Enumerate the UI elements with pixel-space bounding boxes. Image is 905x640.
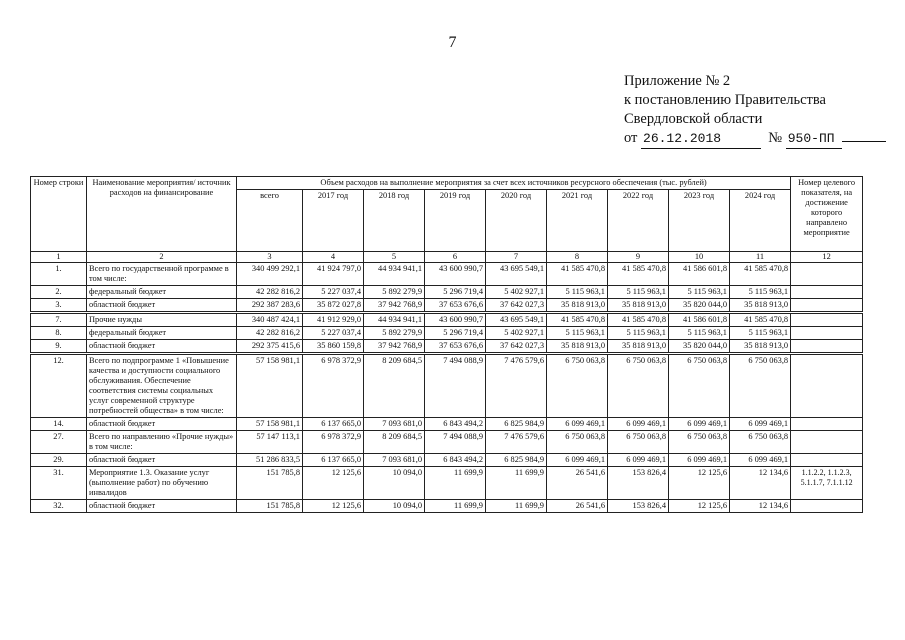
column-index: 4 <box>303 252 364 263</box>
row-value-cell: 6 137 665,0 <box>303 454 364 467</box>
row-value-cell: 6 099 469,1 <box>730 454 791 467</box>
header-target: Номер целевого показателя, на достижение которого направлено мероприятие <box>791 177 863 252</box>
row-value-cell: 5 402 927,1 <box>486 327 547 340</box>
row-value-cell: 12 134,6 <box>730 500 791 513</box>
number-underline <box>842 141 886 142</box>
table-row <box>31 454 863 467</box>
row-value-cell: 7 093 681,0 <box>364 418 425 431</box>
header-2017: 2017 год <box>303 190 364 252</box>
row-value-cell: 35 818 913,0 <box>608 340 669 353</box>
appendix-resolution: к постановлению Правительства <box>624 92 826 108</box>
row-name-cell: Мероприятие 1.3. Оказание услуг (выполнение работ) по обучению инвалидов <box>87 467 237 500</box>
row-value-cell: 43 695 549,1 <box>486 263 547 286</box>
row-value-cell: 41 586 601,8 <box>669 314 730 327</box>
header-2018: 2018 год <box>364 190 425 252</box>
row-value-cell: 6 099 469,1 <box>547 418 608 431</box>
row-value-cell: 44 934 941,1 <box>364 314 425 327</box>
row-target-cell: 1.1.2.2, 1.1.2.3, 5.1.1.7, 7.1.1.12 <box>791 467 863 500</box>
row-target-cell <box>791 340 863 353</box>
row-target-cell <box>791 263 863 286</box>
row-value-cell: 43 695 549,1 <box>486 314 547 327</box>
header-row-number: Номер строки <box>31 177 87 252</box>
row-value-cell: 6 750 063,8 <box>608 431 669 454</box>
row-value-cell: 12 134,6 <box>730 467 791 500</box>
row-value-cell: 57 158 981,1 <box>237 355 303 418</box>
column-index: 11 <box>730 252 791 263</box>
row-value-cell: 35 860 159,8 <box>303 340 364 353</box>
row-value-cell: 5 227 037,4 <box>303 286 364 299</box>
row-number-cell: 8. <box>31 327 87 340</box>
table-row <box>31 299 863 312</box>
row-value-cell: 7 494 088,9 <box>425 355 486 418</box>
row-value-cell: 6 750 063,8 <box>730 431 791 454</box>
row-target-cell <box>791 314 863 327</box>
row-target-cell <box>791 327 863 340</box>
table-row <box>31 355 863 418</box>
row-value-cell: 7 494 088,9 <box>425 431 486 454</box>
appendix-date-line <box>624 129 884 149</box>
row-value-cell: 11 699,9 <box>425 467 486 500</box>
row-value-cell: 41 585 470,8 <box>547 263 608 286</box>
row-value-cell: 26 541,6 <box>547 467 608 500</box>
row-value-cell: 7 476 579,6 <box>486 355 547 418</box>
row-value-cell: 42 282 816,2 <box>237 286 303 299</box>
row-target-cell <box>791 355 863 418</box>
row-value-cell: 5 115 963,1 <box>669 286 730 299</box>
row-target-cell <box>791 286 863 299</box>
row-value-cell: 35 820 044,0 <box>669 340 730 353</box>
row-name-cell: Всего по направлению «Прочие нужды» в том числе: <box>87 431 237 454</box>
column-index: 12 <box>791 252 863 263</box>
column-index: 9 <box>608 252 669 263</box>
row-value-cell: 44 934 941,1 <box>364 263 425 286</box>
row-value-cell: 5 115 963,1 <box>730 286 791 299</box>
date-prefix: от <box>624 130 638 146</box>
row-value-cell: 37 653 676,6 <box>425 340 486 353</box>
row-value-cell: 5 115 963,1 <box>547 286 608 299</box>
table-row <box>31 263 863 286</box>
row-value-cell: 153 826,4 <box>608 500 669 513</box>
row-value-cell: 6 137 665,0 <box>303 418 364 431</box>
row-value-cell: 5 296 719,4 <box>425 286 486 299</box>
row-value-cell: 57 147 113,1 <box>237 431 303 454</box>
row-value-cell: 41 912 929,0 <box>303 314 364 327</box>
row-value-cell: 340 499 292,1 <box>237 263 303 286</box>
row-value-cell: 43 600 990,7 <box>425 314 486 327</box>
column-index: 7 <box>486 252 547 263</box>
header-expenditure-group: Объем расходов на выполнение мероприятия за счет всех источников ресурсного обеспечения (тыс. рублей) <box>237 177 791 190</box>
row-value-cell: 5 227 037,4 <box>303 327 364 340</box>
row-value-cell: 6 750 063,8 <box>730 355 791 418</box>
row-value-cell: 37 653 676,6 <box>425 299 486 312</box>
column-index-row <box>31 252 863 263</box>
row-name-cell: областной бюджет <box>87 340 237 353</box>
header-2019: 2019 год <box>425 190 486 252</box>
row-name-cell: областной бюджет <box>87 454 237 467</box>
row-value-cell: 41 585 470,8 <box>730 314 791 327</box>
resolution-date: 26.12.2018 <box>641 129 761 149</box>
row-value-cell: 6 750 063,8 <box>547 431 608 454</box>
row-target-cell <box>791 418 863 431</box>
row-name-cell: областной бюджет <box>87 500 237 513</box>
row-value-cell: 8 209 684,5 <box>364 355 425 418</box>
row-value-cell: 6 750 063,8 <box>669 431 730 454</box>
row-name-cell: федеральный бюджет <box>87 327 237 340</box>
row-number-cell: 7. <box>31 314 87 327</box>
row-value-cell: 5 296 719,4 <box>425 327 486 340</box>
row-value-cell: 6 843 494,2 <box>425 418 486 431</box>
row-value-cell: 6 825 984,9 <box>486 418 547 431</box>
column-index: 1 <box>31 252 87 263</box>
row-value-cell: 35 818 913,0 <box>608 299 669 312</box>
row-name-cell: областной бюджет <box>87 418 237 431</box>
row-value-cell: 57 158 981,1 <box>237 418 303 431</box>
row-value-cell: 41 585 470,8 <box>547 314 608 327</box>
column-index: 2 <box>87 252 237 263</box>
row-value-cell: 41 585 470,8 <box>608 263 669 286</box>
row-value-cell: 153 826,4 <box>608 467 669 500</box>
row-target-cell <box>791 500 863 513</box>
row-value-cell: 41 585 470,8 <box>608 314 669 327</box>
row-number-cell: 9. <box>31 340 87 353</box>
row-value-cell: 151 785,8 <box>237 467 303 500</box>
row-value-cell: 35 818 913,0 <box>730 299 791 312</box>
row-value-cell: 151 785,8 <box>237 500 303 513</box>
row-target-cell <box>791 454 863 467</box>
row-name-cell: федеральный бюджет <box>87 286 237 299</box>
row-value-cell: 5 115 963,1 <box>730 327 791 340</box>
page-number: 7 <box>448 34 457 51</box>
row-value-cell: 41 924 797,0 <box>303 263 364 286</box>
row-value-cell: 6 750 063,8 <box>669 355 730 418</box>
header-2022: 2022 год <box>608 190 669 252</box>
row-value-cell: 6 099 469,1 <box>730 418 791 431</box>
row-value-cell: 37 942 768,9 <box>364 340 425 353</box>
row-value-cell: 8 209 684,5 <box>364 431 425 454</box>
row-value-cell: 35 818 913,0 <box>547 340 608 353</box>
header-2024: 2024 год <box>730 190 791 252</box>
table-row <box>31 327 863 340</box>
row-value-cell: 7 476 579,6 <box>486 431 547 454</box>
row-value-cell: 6 099 469,1 <box>608 418 669 431</box>
row-value-cell: 5 115 963,1 <box>608 327 669 340</box>
appendix-header <box>624 72 884 149</box>
header-2020: 2020 год <box>486 190 547 252</box>
row-name-cell: Прочие нужды <box>87 314 237 327</box>
row-value-cell: 41 586 601,8 <box>669 263 730 286</box>
row-value-cell: 43 600 990,7 <box>425 263 486 286</box>
header-name: Наименование мероприятия/ источник расходов на финансирование <box>87 177 237 252</box>
row-value-cell: 5 402 927,1 <box>486 286 547 299</box>
row-value-cell: 6 099 469,1 <box>547 454 608 467</box>
row-target-cell <box>791 431 863 454</box>
row-number-cell: 12. <box>31 355 87 418</box>
table-row <box>31 418 863 431</box>
row-value-cell: 6 978 372,9 <box>303 355 364 418</box>
row-value-cell: 292 387 283,6 <box>237 299 303 312</box>
row-value-cell: 42 282 816,2 <box>237 327 303 340</box>
row-value-cell: 6 978 372,9 <box>303 431 364 454</box>
appendix-region: Свердловской области <box>624 111 763 127</box>
row-value-cell: 292 375 415,6 <box>237 340 303 353</box>
header-row-top <box>31 177 863 190</box>
resolution-number: 950-ПП <box>786 129 842 149</box>
row-value-cell: 5 115 963,1 <box>608 286 669 299</box>
row-value-cell: 11 699,9 <box>486 467 547 500</box>
row-value-cell: 7 093 681,0 <box>364 454 425 467</box>
row-value-cell: 35 818 913,0 <box>547 299 608 312</box>
row-value-cell: 35 818 913,0 <box>730 340 791 353</box>
row-value-cell: 37 642 027,3 <box>486 299 547 312</box>
row-number-cell: 2. <box>31 286 87 299</box>
row-value-cell: 10 094,0 <box>364 500 425 513</box>
row-number-cell: 31. <box>31 467 87 500</box>
row-value-cell: 340 487 424,1 <box>237 314 303 327</box>
row-value-cell: 6 825 984,9 <box>486 454 547 467</box>
row-value-cell: 6 099 469,1 <box>669 454 730 467</box>
row-value-cell: 37 942 768,9 <box>364 299 425 312</box>
row-target-cell <box>791 299 863 312</box>
header-total: всего <box>237 190 303 252</box>
table-row <box>31 340 863 353</box>
column-index: 3 <box>237 252 303 263</box>
row-value-cell: 6 099 469,1 <box>669 418 730 431</box>
row-value-cell: 5 892 279,9 <box>364 286 425 299</box>
table-row <box>31 286 863 299</box>
row-value-cell: 6 750 063,8 <box>547 355 608 418</box>
row-name-cell: Всего по государственной программе в том числе: <box>87 263 237 286</box>
row-number-cell: 27. <box>31 431 87 454</box>
table-row <box>31 314 863 327</box>
row-value-cell: 11 699,9 <box>486 500 547 513</box>
row-value-cell: 6 843 494,2 <box>425 454 486 467</box>
row-number-cell: 14. <box>31 418 87 431</box>
row-number-cell: 29. <box>31 454 87 467</box>
number-prefix: № <box>768 130 783 146</box>
row-value-cell: 12 125,6 <box>669 467 730 500</box>
row-number-cell: 3. <box>31 299 87 312</box>
row-value-cell: 51 286 833,5 <box>237 454 303 467</box>
header-2023: 2023 год <box>669 190 730 252</box>
row-value-cell: 35 872 027,8 <box>303 299 364 312</box>
row-value-cell: 26 541,6 <box>547 500 608 513</box>
table-row <box>31 431 863 454</box>
table-row <box>31 467 863 500</box>
row-value-cell: 11 699,9 <box>425 500 486 513</box>
column-index: 5 <box>364 252 425 263</box>
table-row <box>31 500 863 513</box>
column-index: 10 <box>669 252 730 263</box>
row-value-cell: 41 585 470,8 <box>730 263 791 286</box>
row-value-cell: 6 099 469,1 <box>608 454 669 467</box>
row-value-cell: 37 642 027,3 <box>486 340 547 353</box>
row-name-cell: Всего по подпрограмме 1 «Повышение качества и доступности социального обслуживания. Обеспечение соответствия системы социальных услуг современной структуре потребностей общества» в том числе: <box>87 355 237 418</box>
header-2021: 2021 год <box>547 190 608 252</box>
row-value-cell: 5 892 279,9 <box>364 327 425 340</box>
row-name-cell: областной бюджет <box>87 299 237 312</box>
column-index: 8 <box>547 252 608 263</box>
row-value-cell: 5 115 963,1 <box>547 327 608 340</box>
column-index: 6 <box>425 252 486 263</box>
appendix-title: Приложение № 2 <box>624 73 731 89</box>
row-value-cell: 12 125,6 <box>303 467 364 500</box>
row-value-cell: 12 125,6 <box>669 500 730 513</box>
row-value-cell: 12 125,6 <box>303 500 364 513</box>
row-number-cell: 32. <box>31 500 87 513</box>
row-value-cell: 5 115 963,1 <box>669 327 730 340</box>
row-value-cell: 10 094,0 <box>364 467 425 500</box>
budget-table <box>30 176 863 513</box>
row-value-cell: 6 750 063,8 <box>608 355 669 418</box>
row-value-cell: 35 820 044,0 <box>669 299 730 312</box>
row-number-cell: 1. <box>31 263 87 286</box>
